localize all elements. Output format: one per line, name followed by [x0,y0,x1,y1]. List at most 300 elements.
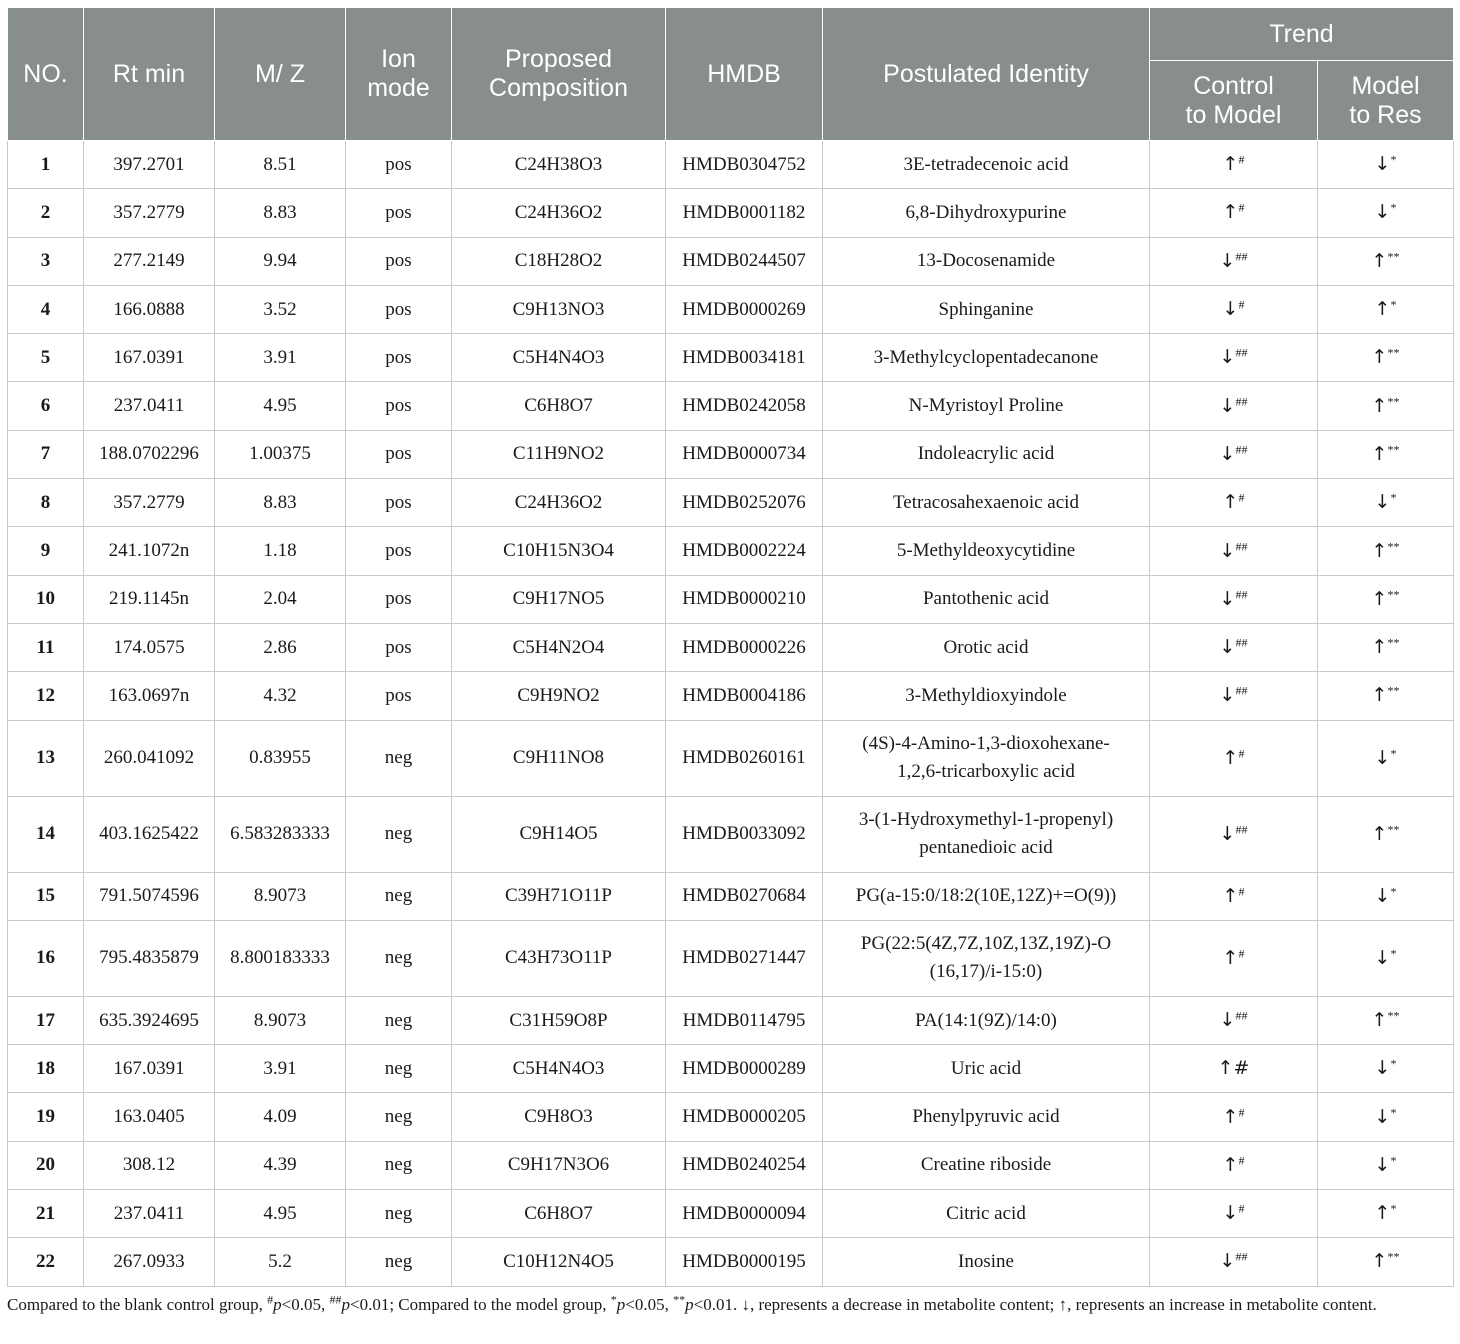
cell-composition: C5H4N4O3 [452,334,666,382]
cell-model-to-res [1318,141,1454,189]
cell-mz: 4.09 [215,1093,346,1141]
significance-mark: # [1238,297,1245,312]
cell-no: 10 [8,575,84,623]
significance-mark: ## [1235,394,1248,409]
cell-no: 13 [8,720,84,796]
significance-mark: ** [1387,635,1400,650]
identity-line1: Orotic acid [943,636,1029,658]
cell-identity [823,623,1150,671]
cell-rt: 219.1145n [84,575,215,623]
cell-composition: C24H36O2 [452,479,666,527]
trend-arrow: ↓ [1219,346,1236,369]
cell-model-to-res [1318,237,1454,285]
identity-line1: Pantothenic acid [922,588,1050,610]
cell-no: 2 [8,189,84,237]
trend-arrow: ↑ [1371,539,1388,562]
significance-mark: ** [1387,249,1400,264]
cell-ion-mode: pos [346,527,452,575]
cell-hmdb: HMDB0000094 [666,1190,823,1238]
cell-mz: 8.800183333 [215,920,346,996]
cell-no: 21 [8,1190,84,1238]
table-row [8,1190,1454,1238]
trend-arrow: ↓ [1222,1202,1239,1225]
footnote-v3: <0.05, [625,1295,674,1314]
cell-mz: 9.94 [215,237,346,285]
cell-composition: C24H38O3 [452,141,666,189]
cell-model-to-res [1318,796,1454,872]
cell-no: 20 [8,1141,84,1189]
cell-rt: 163.0405 [84,1093,215,1141]
trend-arrow: ↑ [1371,1009,1388,1031]
significance-mark: # [1238,1201,1245,1216]
cell-composition: C31H59O8P [452,996,666,1044]
trend-arrow: ↓ [1374,746,1391,769]
significance-mark: # [1238,152,1245,167]
cell-control-to-model [1150,1045,1318,1093]
cell-model-to-res [1318,334,1454,382]
header-control-to-model [1150,61,1318,141]
cell-no: 8 [8,479,84,527]
cell-control-to-model [1150,285,1318,333]
significance-mark: * [1390,1153,1397,1168]
cell-rt: 237.0411 [84,1190,215,1238]
cell-model-to-res [1318,1093,1454,1141]
cell-mz: 4.95 [215,1190,346,1238]
cell-ion-mode: pos [346,382,452,430]
cell-identity [823,141,1150,189]
trend-arrow: ↓ [1219,249,1236,272]
significance-mark: ## [1235,1008,1248,1023]
trend-arrow: ↑ [1222,491,1239,514]
trend-arrow: ↑ [1222,201,1239,224]
cell-no: 5 [8,334,84,382]
cell-model-to-res [1318,189,1454,237]
significance-mark: ## [1235,442,1248,457]
header-mz: M/ Z [215,8,346,141]
identity-line1: 3-Methylcyclopentadecanone [873,346,1099,368]
identity-line1: 3E-tetradecenoic acid [903,153,1069,175]
significance-mark: # [1238,1153,1245,1168]
cell-rt: 308.12 [84,1141,215,1189]
cell-rt: 174.0575 [84,623,215,671]
cell-control-to-model [1150,237,1318,285]
identity-line1: Tetracosahexaenoic acid [893,491,1079,513]
cell-hmdb: HMDB0000734 [666,430,823,478]
cell-composition: C10H15N3O4 [452,527,666,575]
cell-control-to-model [1150,189,1318,237]
cell-no: 19 [8,1093,84,1141]
header-comp-line1: Proposed [504,45,613,73]
cell-rt: 188.0702296 [84,430,215,478]
cell-control-to-model [1150,430,1318,478]
header-proposed-composition [452,8,666,141]
cell-control-to-model [1150,920,1318,996]
cell-rt: 791.5074596 [84,872,215,920]
identity-line1: 5-Methyldeoxycytidine [896,540,1076,562]
significance-mark: * [1390,946,1397,961]
cell-identity [823,1190,1150,1238]
footnote-p2: p [341,1295,350,1314]
trend-arrow: ↓ [1219,539,1236,562]
cell-hmdb: HMDB0034181 [666,334,823,382]
significance-mark: # [1238,200,1245,215]
cell-no: 9 [8,527,84,575]
cell-ion-mode: neg [346,920,452,996]
trend-arrow: ↓ [1219,1009,1236,1031]
footnote-sym1: # [267,1292,274,1307]
cell-composition: C18H28O2 [452,237,666,285]
significance-mark: ## [1235,635,1248,650]
cell-mz: 5.2 [215,1238,346,1286]
significance-mark: * [1390,884,1397,899]
cell-control-to-model [1150,1141,1318,1189]
header-ctm-line2: to Model [1185,100,1282,129]
cell-hmdb: HMDB0270684 [666,872,823,920]
cell-no: 14 [8,796,84,872]
cell-no: 6 [8,382,84,430]
cell-composition: C9H14O5 [452,796,666,872]
cell-control-to-model [1150,996,1318,1044]
cell-model-to-res [1318,430,1454,478]
table-header [8,8,1454,141]
cell-identity [823,479,1150,527]
cell-identity [823,430,1150,478]
cell-identity [823,527,1150,575]
table-row [8,1141,1454,1189]
metabolite-table [7,7,1454,1287]
significance-mark: ** [1387,1008,1400,1023]
cell-model-to-res [1318,872,1454,920]
trend-arrow: ↑ [1222,1153,1239,1176]
cell-model-to-res [1318,1141,1454,1189]
cell-rt: 635.3924695 [84,996,215,1044]
cell-no: 3 [8,237,84,285]
cell-rt: 260.041092 [84,720,215,796]
header-trend: Trend [1150,8,1454,61]
cell-hmdb: HMDB0033092 [666,796,823,872]
cell-mz: 8.9073 [215,996,346,1044]
cell-hmdb: HMDB0242058 [666,382,823,430]
trend-arrow: ↓ [1374,201,1391,224]
cell-rt: 267.0933 [84,1238,215,1286]
header-ion-line2: mode [367,74,430,102]
trend-arrow: ↓ [1374,153,1391,176]
cell-rt: 167.0391 [84,1045,215,1093]
trend-arrow: ↓ [1374,1057,1391,1080]
identity-line2: pentanedioic acid [919,837,1053,859]
significance-mark: ** [1387,1249,1400,1264]
cell-no: 4 [8,285,84,333]
table-row [8,189,1454,237]
cell-control-to-model [1150,720,1318,796]
cell-hmdb: HMDB0000210 [666,575,823,623]
footnote-sym4: ** [673,1292,686,1307]
cell-ion-mode: pos [346,672,452,720]
cell-identity [823,796,1150,872]
cell-hmdb: HMDB0000226 [666,623,823,671]
footnote-sym2: ## [329,1292,342,1307]
cell-composition: C39H71O11P [452,872,666,920]
cell-hmdb: HMDB0002224 [666,527,823,575]
cell-rt: 403.1625422 [84,796,215,872]
trend-arrow: ↑ [1222,153,1239,176]
cell-ion-mode: neg [346,996,452,1044]
identity-line2: 1,2,6-tricarboxylic acid [897,761,1075,783]
cell-hmdb: HMDB0240254 [666,1141,823,1189]
significance-mark: * [1390,1105,1397,1119]
header-model-to-res [1318,61,1454,141]
trend-arrow: ↑ [1371,394,1388,417]
cell-ion-mode: pos [346,189,452,237]
significance-mark: # [1238,884,1245,899]
trend-arrow: ↓ [1219,684,1236,707]
trend-arrow: ↓ [1222,298,1239,321]
table-row [8,1238,1454,1286]
cell-identity [823,1093,1150,1141]
cell-composition: C24H36O2 [452,189,666,237]
cell-composition: C11H9NO2 [452,430,666,478]
trend-arrow: ↑ [1371,249,1388,272]
cell-control-to-model [1150,527,1318,575]
trend-arrow: ↑ [1371,636,1388,659]
cell-hmdb: HMDB0114795 [666,996,823,1044]
cell-hmdb: HMDB0000195 [666,1238,823,1286]
cell-hmdb: HMDB0004186 [666,672,823,720]
cell-model-to-res [1318,575,1454,623]
cell-mz: 3.91 [215,1045,346,1093]
cell-rt: 167.0391 [84,334,215,382]
header-ion-line1: Ion [381,45,416,73]
significance-mark: * [1390,152,1397,167]
significance-mark: # [1238,745,1245,760]
identity-line2: (16,17)/i-15:0) [929,961,1043,983]
cell-ion-mode: neg [346,1093,452,1141]
cell-control-to-model [1150,334,1318,382]
cell-identity [823,575,1150,623]
cell-model-to-res [1318,1238,1454,1286]
significance-mark: ## [1235,1249,1248,1264]
significance-mark: * [1390,490,1397,505]
cell-composition: C6H8O7 [452,382,666,430]
table-row [8,334,1454,382]
cell-composition: C5H4N2O4 [452,623,666,671]
cell-hmdb: HMDB0001182 [666,189,823,237]
cell-mz: 1.00375 [215,430,346,478]
cell-mz: 2.86 [215,623,346,671]
cell-no: 18 [8,1045,84,1093]
trend-arrow: ↓ [1374,884,1391,907]
table-row [8,479,1454,527]
significance-mark: ## [1235,821,1248,836]
header-rt: Rt min [84,8,215,141]
significance-mark: ** [1387,394,1400,409]
cell-no: 11 [8,623,84,671]
cell-control-to-model [1150,575,1318,623]
cell-no: 1 [8,141,84,189]
cell-mz: 1.18 [215,527,346,575]
footnote-p4: p [685,1295,694,1314]
cell-identity [823,382,1150,430]
cell-rt: 241.1072n [84,527,215,575]
identity-line1: Creatine riboside [920,1154,1052,1176]
significance-mark: * [1390,297,1397,312]
significance-mark: ## [1235,683,1248,698]
cell-identity [823,334,1150,382]
significance-mark: ## [1235,345,1248,360]
table-row [8,430,1454,478]
identity-line1: Sphinganine [938,298,1034,320]
cell-composition: C9H11NO8 [452,720,666,796]
identity-line1: 3-(1-Hydroxymethyl-1-propenyl) [858,809,1114,831]
cell-no: 22 [8,1238,84,1286]
footnote-p3: p [616,1295,626,1314]
identity-line1: Indoleacrylic acid [917,443,1055,465]
significance-mark: ## [1235,587,1248,602]
cell-mz: 4.39 [215,1141,346,1189]
cell-control-to-model [1150,141,1318,189]
trend-arrow: ↑ [1222,884,1239,907]
table-row [8,237,1454,285]
trend-arrow: ↑ [1371,587,1388,610]
cell-ion-mode: pos [346,430,452,478]
cell-identity [823,920,1150,996]
trend-arrow: ↑ [1371,822,1388,845]
trend-arrow: ↑ [1371,442,1388,465]
identity-line1: Citric acid [946,1202,1026,1224]
footnote-v2: <0.01; Compared to the model group, [349,1295,611,1314]
cell-hmdb: HMDB0244507 [666,237,823,285]
cell-model-to-res [1318,920,1454,996]
cell-composition: C9H9NO2 [452,672,666,720]
trend-arrow: ↓ [1374,946,1391,969]
table-body [8,141,1454,1287]
significance-mark: ** [1387,587,1400,602]
cell-ion-mode: neg [346,1141,452,1189]
cell-model-to-res [1318,623,1454,671]
cell-mz: 8.83 [215,189,346,237]
table-row [8,720,1454,796]
cell-identity [823,237,1150,285]
identity-line1: PA(14:1(9Z)/14:0) [915,1009,1057,1031]
header-no: NO. [8,8,84,141]
cell-composition: C9H17NO5 [452,575,666,623]
footnote-p1: p [273,1295,282,1314]
trend-arrow: ↑ [1222,946,1239,969]
significance-mark: # [1238,490,1245,505]
trend-arrow: ↑ [1374,298,1391,321]
significance-mark: ## [1235,249,1248,264]
cell-ion-mode: pos [346,623,452,671]
identity-line1: 3-Methyldioxyindole [905,684,1067,706]
cell-model-to-res [1318,672,1454,720]
significance-mark: ** [1387,538,1400,553]
cell-mz: 3.52 [215,285,346,333]
cell-control-to-model [1150,872,1318,920]
cell-model-to-res [1318,720,1454,796]
cell-ion-mode: neg [346,872,452,920]
trend-arrow: ↓ [1219,1250,1236,1273]
trend-arrow: ↓ [1219,442,1236,465]
table-row [8,996,1454,1044]
cell-identity [823,996,1150,1044]
identity-line1: (4S)-4-Amino-1,3-dioxohexane- [862,733,1110,755]
cell-control-to-model [1150,672,1318,720]
trend-arrow: ↑ [1371,684,1388,707]
identity-line1: PG(22:5(4Z,7Z,10Z,13Z,19Z)-O [860,933,1112,955]
cell-identity [823,189,1150,237]
cell-rt: 163.0697n [84,672,215,720]
cell-model-to-res [1318,1190,1454,1238]
cell-model-to-res [1318,479,1454,527]
identity-line1: Inosine [958,1250,1014,1272]
trend-arrow: ↑ [1374,1202,1391,1225]
cell-hmdb: HMDB0000289 [666,1045,823,1093]
significance-mark: * [1390,745,1397,760]
header-comp-line2: Composition [489,74,628,102]
table-row [8,285,1454,333]
table-row [8,1093,1454,1141]
cell-composition: C5H4N4O3 [452,1045,666,1093]
cell-control-to-model [1150,1093,1318,1141]
cell-ion-mode: neg [346,720,452,796]
cell-model-to-res [1318,1045,1454,1093]
table-row [8,920,1454,996]
cell-mz: 3.91 [215,334,346,382]
cell-hmdb: HMDB0252076 [666,479,823,527]
cell-control-to-model [1150,623,1318,671]
cell-composition: C9H13NO3 [452,285,666,333]
cell-ion-mode: pos [346,285,452,333]
cell-model-to-res [1318,527,1454,575]
significance-mark: # [1238,1105,1245,1119]
cell-rt: 795.4835879 [84,920,215,996]
footnote-part1: Compared to the blank control group, [7,1295,268,1314]
cell-identity [823,1141,1150,1189]
trend-arrow: ↓ [1219,822,1236,845]
cell-no: 7 [8,430,84,478]
significance-mark: * [1390,1056,1397,1071]
cell-rt: 357.2779 [84,479,215,527]
table-row [8,382,1454,430]
cell-hmdb: HMDB0260161 [666,720,823,796]
header-postulated-identity: Postulated Identity [823,8,1150,141]
significance-mark: ** [1387,683,1400,698]
cell-model-to-res [1318,285,1454,333]
table-row [8,141,1454,189]
table-row [8,527,1454,575]
cell-rt: 237.0411 [84,382,215,430]
table-row [8,1045,1454,1093]
cell-mz: 2.04 [215,575,346,623]
trend-arrow: ↓ [1374,1153,1391,1176]
table-row [8,623,1454,671]
cell-identity [823,720,1150,796]
cell-ion-mode: pos [346,575,452,623]
header-ion-mode [346,8,452,141]
cell-no: 17 [8,996,84,1044]
cell-identity [823,1045,1150,1093]
header-ctm-line1: Control [1193,71,1274,100]
identity-line1: 6,8-Dihydroxypurine [905,201,1067,223]
identity-line1: 13-Docosenamide [916,250,1056,272]
metabolite-table-container [7,7,1453,1287]
identity-line1: N-Myristoyl Proline [908,395,1064,417]
trend-arrow: ↑# [1217,1057,1250,1080]
cell-control-to-model [1150,382,1318,430]
cell-mz: 4.95 [215,382,346,430]
significance-mark: # [1238,946,1245,961]
significance-mark: ** [1387,821,1400,836]
